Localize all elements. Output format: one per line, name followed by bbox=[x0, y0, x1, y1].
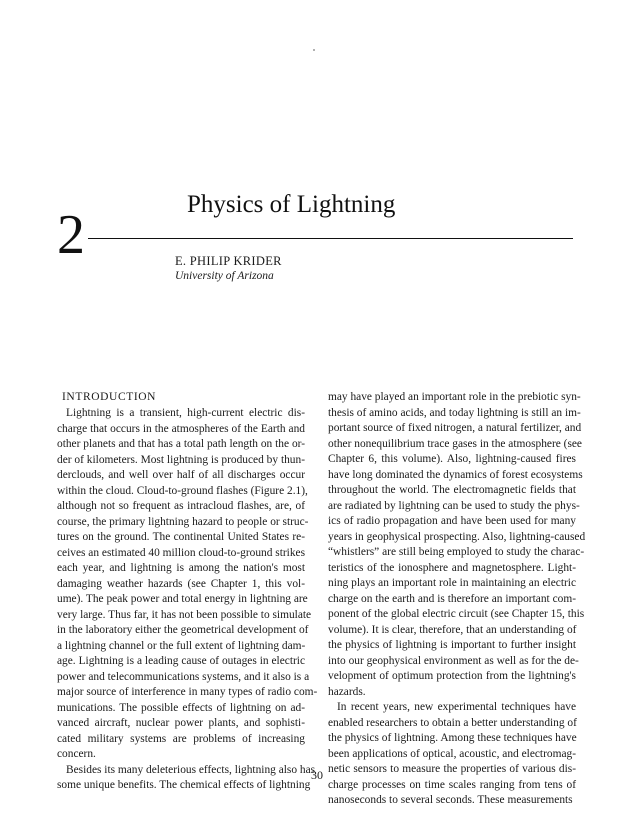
text-line: in the laboratory either the geometrical development of bbox=[57, 624, 309, 637]
text-line: Chapter 6, this volume). Also, lightning-caused fires bbox=[328, 453, 576, 466]
text-line: have long dominated the dynamics of forest ecosystems bbox=[328, 468, 583, 481]
text-line: teristics of the ionosphere and magnetosphere. Light- bbox=[328, 561, 576, 574]
text-line: other nonequilibrium trace gases in the atmosphere (see bbox=[328, 437, 582, 450]
text-line: into our geophysical environment as well as for the de- bbox=[328, 654, 579, 667]
text-line: volume). It is clear, therefore, that an understanding of bbox=[328, 623, 577, 636]
text-line: age. Lightning is a leading cause of outages in electric bbox=[57, 655, 305, 668]
text-line: munications. The possible effects of lightning on ad- bbox=[57, 701, 305, 714]
text-line: may have played an important role in the prebiotic syn- bbox=[328, 391, 581, 403]
text-line: damaging weather hazards (see Chapter 1, this vol- bbox=[57, 577, 305, 590]
text-line: within the cloud. Cloud-to-ground flashes (Figure 2.1), bbox=[57, 484, 308, 497]
text-line: ponent of the global electric circuit (see Chapter 15, this bbox=[328, 608, 585, 621]
text-line: although not so frequent as intracloud flashes, are, of bbox=[57, 500, 305, 513]
section-heading: INTRODUCTION bbox=[62, 391, 157, 403]
text-line: netic sensors to measure the properties of various dis- bbox=[328, 763, 576, 776]
text-line: ume). The peak power and total energy in lightning are bbox=[57, 593, 308, 606]
text-line: each year, and lightning is among the nation's most bbox=[57, 562, 305, 575]
text-line: throughout the world. The electromagnetic fields that bbox=[328, 484, 576, 497]
title-rule bbox=[88, 238, 573, 239]
text-line: enabled researchers to obtain a better understanding of bbox=[328, 716, 577, 729]
text-line: tures on the ground. The continental United States re- bbox=[57, 531, 305, 544]
text-line: derclouds, and well over half of all discharges occur bbox=[57, 469, 305, 482]
text-line: ics of radio propagation and have been used for many bbox=[328, 515, 576, 528]
text-line: thesis of amino acids, and today lightning is still an im- bbox=[328, 406, 581, 419]
text-line: power and telecommunications systems, and it also is a bbox=[57, 670, 310, 683]
page-number: 30 bbox=[311, 768, 323, 782]
text-line: charge processes on time scales ranging from tens of bbox=[328, 778, 576, 791]
text-line: hazards. bbox=[328, 685, 366, 698]
text-line: very large. Thus far, it has not been possible to simulate bbox=[57, 608, 312, 621]
chapter-number: 2 bbox=[57, 204, 85, 266]
text-line: velopment of optimum protection from the lightning's bbox=[328, 670, 576, 683]
text-line: other planets and that has a total path length on the or- bbox=[57, 438, 305, 451]
text-line: ceives an estimated 40 million cloud-to-ground strikes bbox=[57, 546, 306, 559]
text-line: ning plays an important role in maintaining an electric bbox=[328, 577, 576, 590]
text-line: vanced aircraft, nuclear power plants, and sophisti- bbox=[57, 717, 305, 730]
text-line: a lightning channel or the full extent of lightning dam- bbox=[57, 639, 306, 652]
text-line: der of kilometers. Most lightning is produced by thun- bbox=[57, 453, 305, 466]
text-line: years in geophysical prospecting. Also, lightning-caused bbox=[328, 530, 586, 543]
text-line: some unique benefits. The chemical effects of lightning bbox=[57, 779, 311, 792]
dust-speck bbox=[313, 49, 315, 51]
text-line: been applications of optical, acoustic, and electromag- bbox=[328, 747, 576, 760]
text-line: concern. bbox=[57, 748, 96, 761]
author-name: E. PHILIP KRIDER bbox=[175, 254, 282, 268]
text-line: the physics of lightning. Among these techniques have bbox=[328, 732, 577, 745]
text-line: nanoseconds to several seconds. These measurements bbox=[328, 794, 573, 807]
text-line: “whistlers” are still being employed to study the charac- bbox=[328, 546, 585, 559]
right-column bbox=[328, 390, 586, 809]
text-line: portant source of fixed nitrogen, a natural fertilizer, and bbox=[328, 422, 582, 435]
text-line: major source of interference in many types of radio com- bbox=[57, 686, 318, 699]
text-line: cated military systems are problems of increasing bbox=[57, 732, 305, 745]
text-line: Besides its many deleterious effects, lightning also has bbox=[66, 763, 316, 776]
text-line: charge that occurs in the atmospheres of the Earth and bbox=[57, 422, 305, 435]
text-line: are radiated by lightning can be used to study the phys- bbox=[328, 499, 580, 512]
text-line: charge on the earth and is therefore an important com- bbox=[328, 592, 576, 605]
text-line: Lightning is a transient, high-current electric dis- bbox=[66, 407, 305, 419]
text-line: the physics of lightning is important to further insight bbox=[328, 639, 576, 652]
chapter-title: Physics of Lightning bbox=[187, 191, 396, 218]
text-line: In recent years, new experimental techniques have bbox=[337, 701, 576, 714]
author-affiliation: University of Arizona bbox=[175, 270, 274, 282]
text-line: course, the primary lightning hazard to people or struc- bbox=[57, 515, 309, 528]
